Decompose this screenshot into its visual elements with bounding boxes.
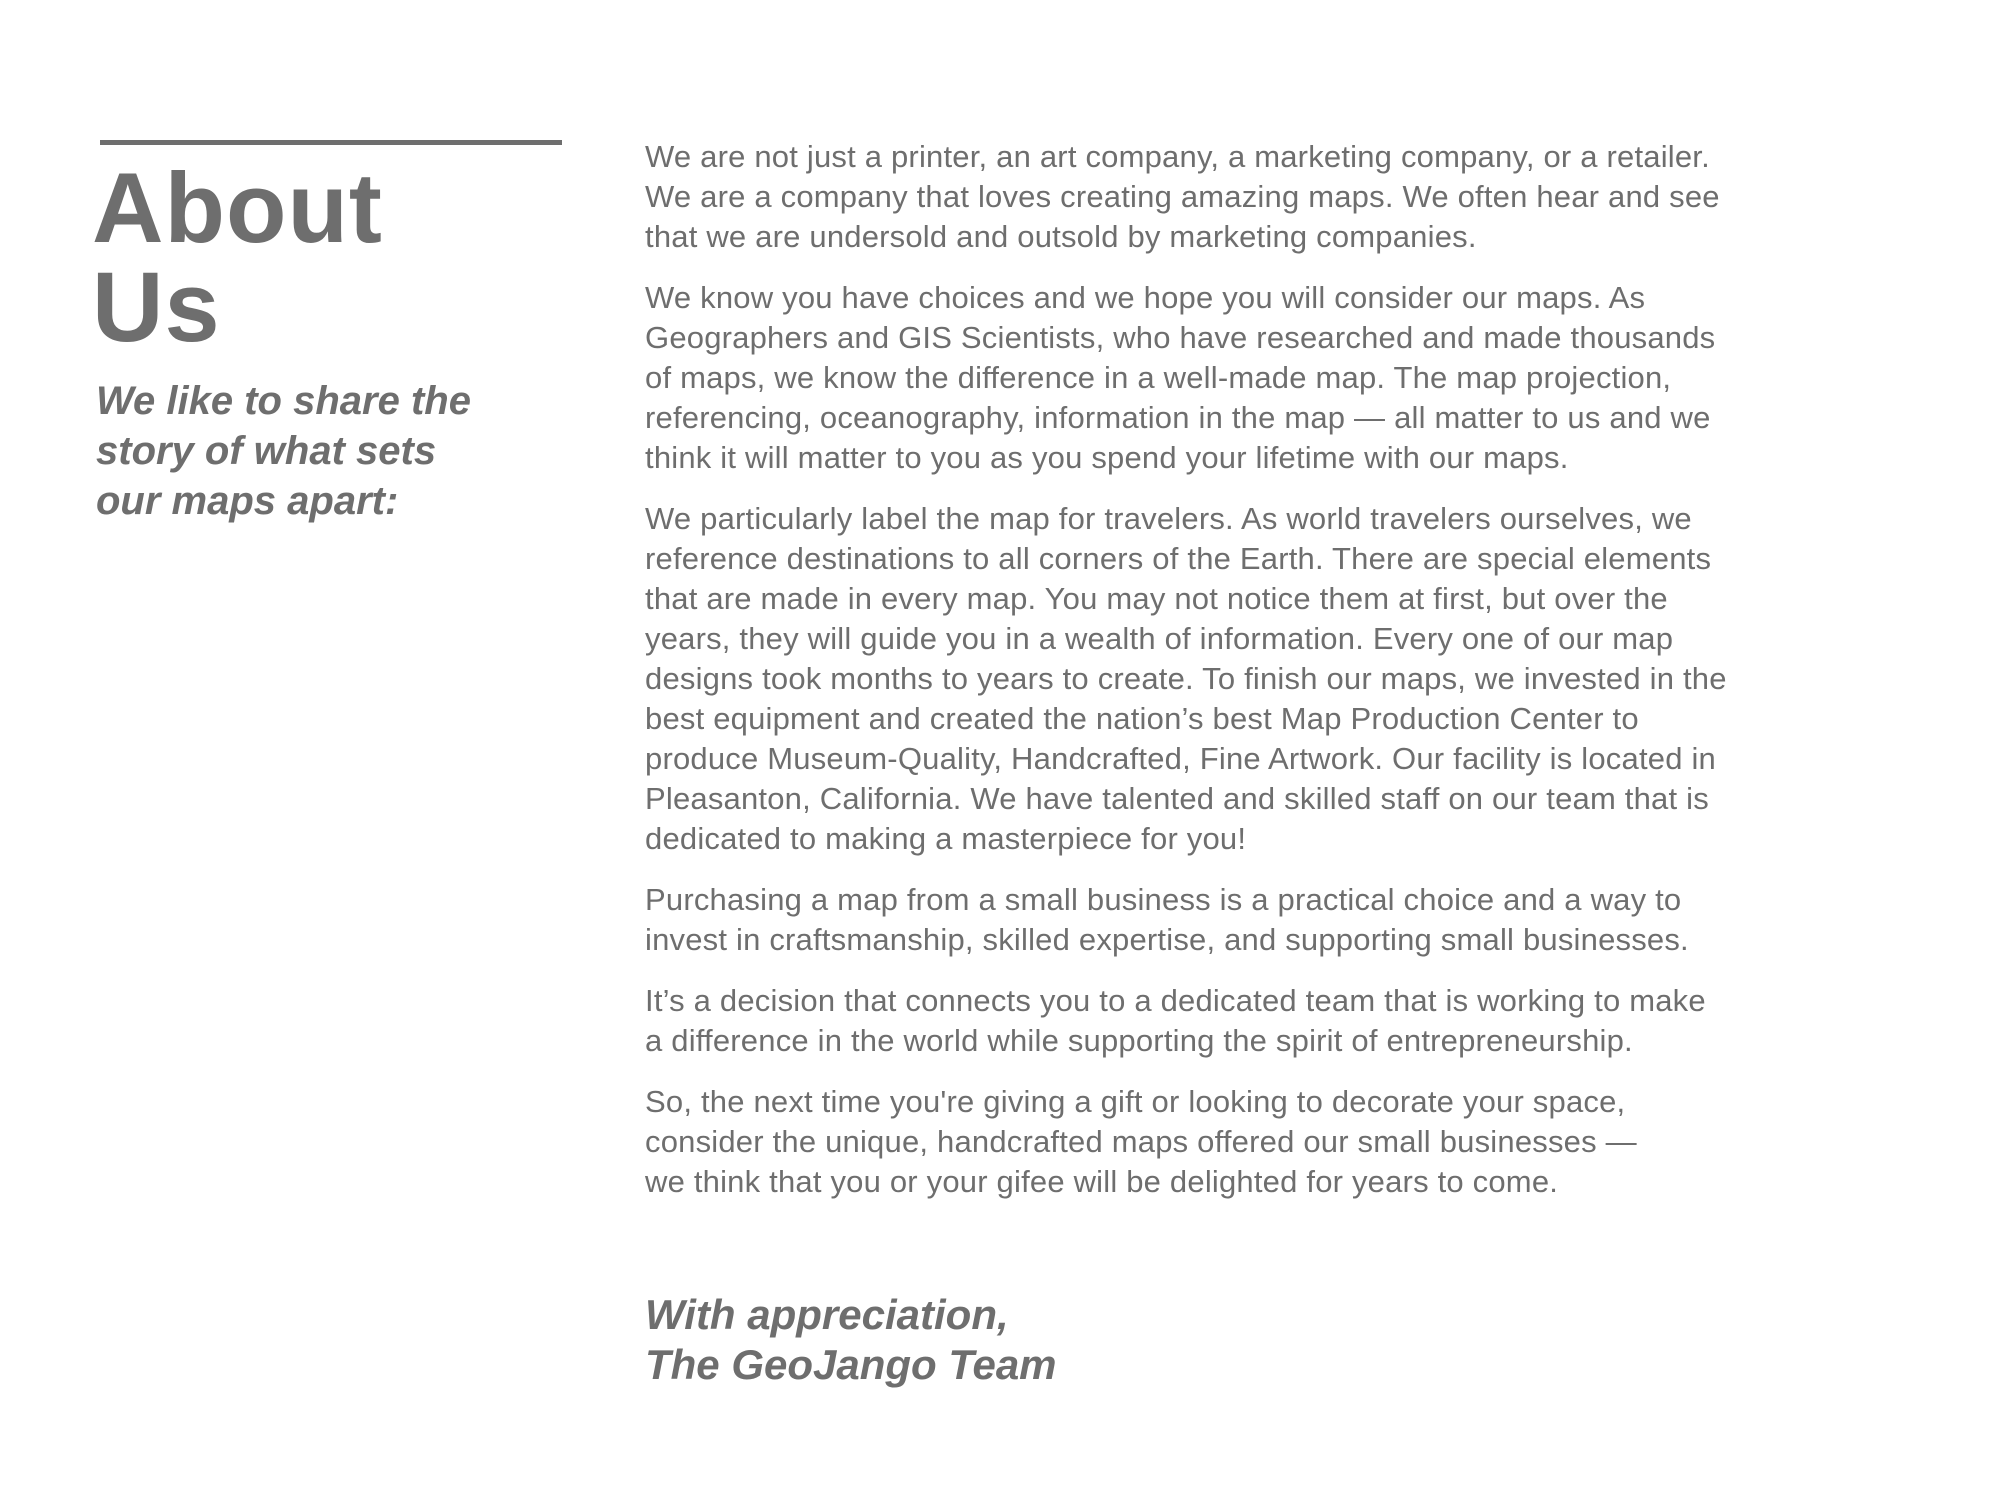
text-line: that are made in every map. You may not notice them at first, but over the xyxy=(645,581,1668,616)
subtitle-line: story of what sets xyxy=(96,429,437,473)
subtitle-line: We like to share the xyxy=(96,379,471,423)
text-line: It’s a decision that connects you to a dedicated team that is working to make xyxy=(645,983,1706,1018)
signature-block xyxy=(645,1290,1057,1390)
title-rule-divider xyxy=(100,140,562,145)
text-line: designs took months to years to create. To finish our maps, we invested in the xyxy=(645,661,1727,696)
text-line: We know you have choices and we hope you will consider our maps. As xyxy=(645,280,1646,315)
page-subtitle xyxy=(96,376,576,526)
text-line: We particularly label the map for travelers. As world travelers ourselves, we xyxy=(645,501,1692,536)
signoff-team-name: The GeoJango Team xyxy=(645,1341,1057,1388)
text-line: best equipment and created the nation’s best Map Production Center to xyxy=(645,701,1639,736)
page-title-line: Us xyxy=(92,251,221,362)
paragraph-decision xyxy=(645,981,1805,1061)
paragraph-small-business xyxy=(645,880,1805,960)
text-line: referencing, oceanography, information in the map — all matter to us and we xyxy=(645,400,1711,435)
text-line: invest in craftsmanship, skilled expertise, and supporting small businesses. xyxy=(645,922,1689,957)
text-line: we think that you or your gifee will be delighted for years to come. xyxy=(645,1164,1559,1199)
paragraph-intro xyxy=(645,137,1805,257)
paragraph-gift xyxy=(645,1082,1805,1202)
text-line: that we are undersold and outsold by marketing companies. xyxy=(645,219,1477,254)
text-line: Geographers and GIS Scientists, who have researched and made thousands xyxy=(645,320,1716,355)
text-line: Pleasanton, California. We have talented and skilled staff on our team that is xyxy=(645,781,1709,816)
paragraph-choices xyxy=(645,278,1805,478)
text-line: consider the unique, handcrafted maps offered our small businesses — xyxy=(645,1124,1637,1159)
signoff-closing: With appreciation, xyxy=(645,1291,1009,1338)
text-line: reference destinations to all corners of the Earth. There are special elements xyxy=(645,541,1712,576)
text-line: Purchasing a map from a small business is a practical choice and a way to xyxy=(645,882,1682,917)
paragraph-travelers xyxy=(645,499,1805,859)
text-line: think it will matter to you as you spend your lifetime with our maps. xyxy=(645,440,1569,475)
page-title-line: About xyxy=(92,152,383,263)
text-line: We are a company that loves creating amazing maps. We often hear and see xyxy=(645,179,1720,214)
text-line: We are not just a printer, an art company, a marketing company, or a retailer. xyxy=(645,139,1710,174)
text-line: a difference in the world while supporting the spirit of entrepreneurship. xyxy=(645,1023,1633,1058)
page-title xyxy=(92,152,383,362)
text-line: years, they will guide you in a wealth of information. Every one of our map xyxy=(645,621,1674,656)
text-line: dedicated to making a masterpiece for you! xyxy=(645,821,1247,856)
subtitle-line: our maps apart: xyxy=(96,479,399,523)
about-body xyxy=(645,137,1805,1223)
text-line: So, the next time you're giving a gift or looking to decorate your space, xyxy=(645,1084,1626,1119)
text-line: of maps, we know the difference in a well-made map. The map projection, xyxy=(645,360,1672,395)
text-line: produce Museum-Quality, Handcrafted, Fine Artwork. Our facility is located in xyxy=(645,741,1716,776)
